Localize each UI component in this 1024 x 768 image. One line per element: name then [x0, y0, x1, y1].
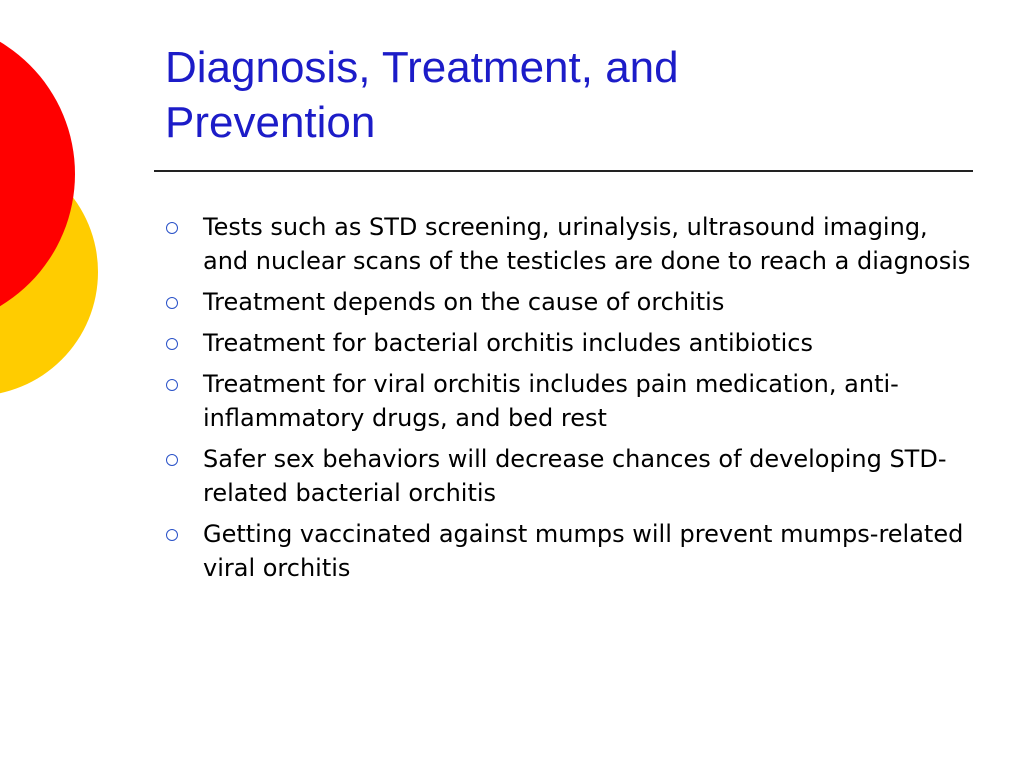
bullet-item: [160, 210, 975, 278]
bullet-item: [160, 367, 975, 435]
hollow-circle-bullet-icon: [166, 297, 178, 309]
bullet-text: Treatment depends on the cause of orchitis: [203, 288, 725, 316]
title-divider-line: [154, 170, 973, 172]
bullet-item: [160, 517, 975, 585]
bullet-text: Tests such as STD screening, urinalysis, ultrasound imaging, and nuclear scans of the testicles are done to reach a diagnosis: [203, 213, 971, 275]
hollow-circle-bullet-icon: [166, 338, 178, 350]
bullet-item: [160, 285, 975, 319]
hollow-circle-bullet-icon: [166, 379, 178, 391]
bullet-item: [160, 442, 975, 510]
hollow-circle-bullet-icon: [166, 222, 178, 234]
bullet-text: Treatment for viral orchitis includes pain medication, anti-inflammatory drugs, and bed rest: [203, 370, 899, 432]
slide-title: [165, 40, 985, 150]
bullet-text: Treatment for bacterial orchitis includes antibiotics: [203, 329, 813, 357]
slide-title-line-1: Diagnosis, Treatment, and: [165, 43, 679, 92]
bullet-item: [160, 326, 975, 360]
slide-title-line-2: Prevention: [165, 98, 376, 147]
bullet-list: [160, 210, 975, 592]
hollow-circle-bullet-icon: [166, 454, 178, 466]
hollow-circle-bullet-icon: [166, 529, 178, 541]
bullet-text: Getting vaccinated against mumps will prevent mumps-related viral orchitis: [203, 520, 964, 582]
bullet-text: Safer sex behaviors will decrease chances of developing STD-related bacterial orchitis: [203, 445, 947, 507]
